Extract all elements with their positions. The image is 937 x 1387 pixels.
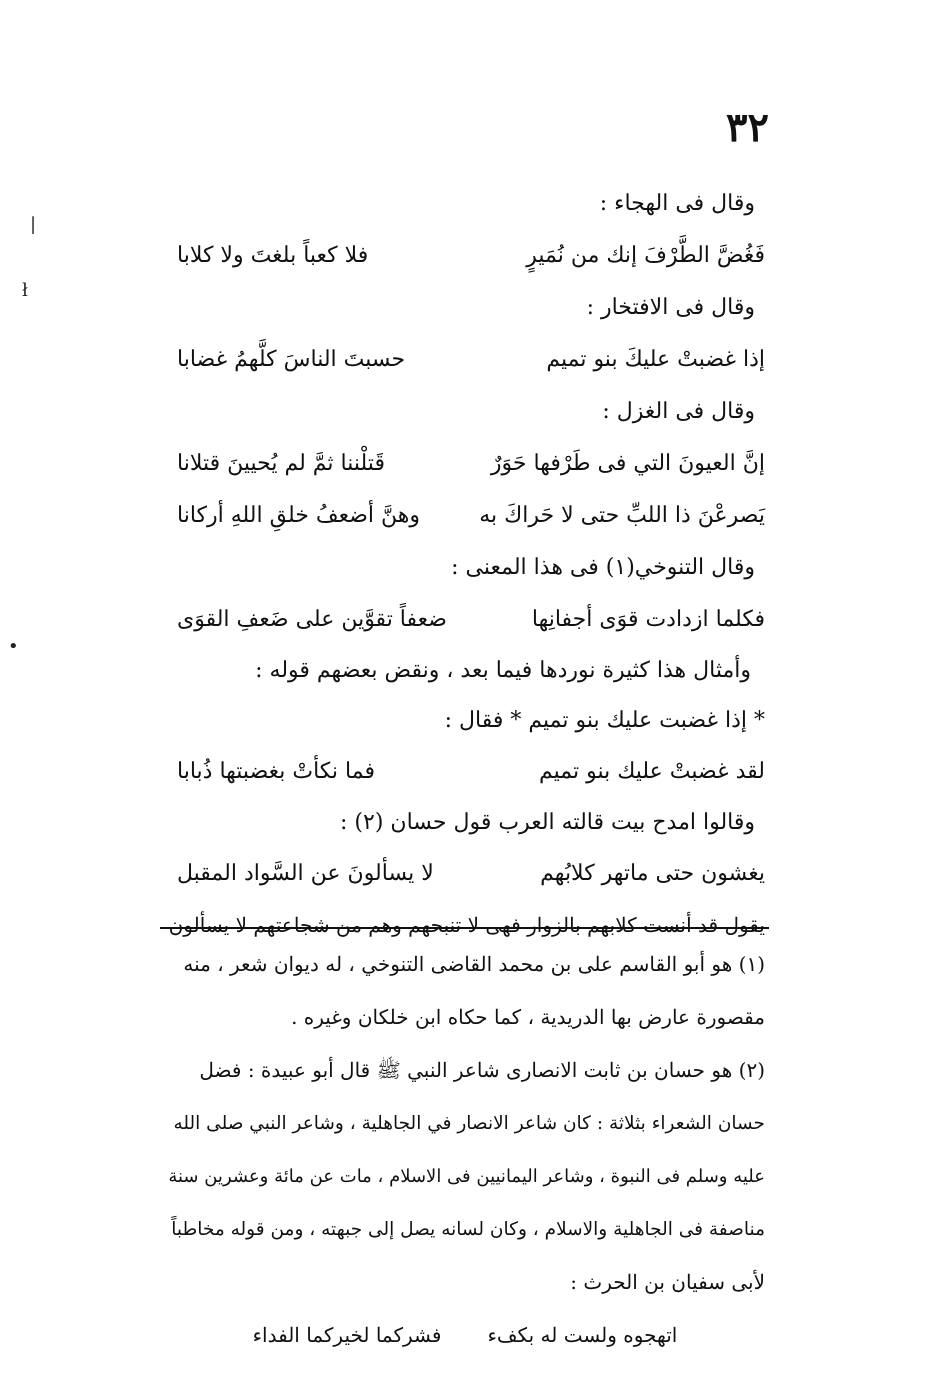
verse-hemistich-second: لا يسألونَ عن السَّواد المقبل — [177, 861, 434, 886]
verse-line — [165, 594, 765, 646]
footnote-line: (١) هو أبو القاسم على بن محمد القاضى التنوخي ، له ديوان شعر ، منه — [183, 952, 765, 976]
footnote-verse-line — [165, 1309, 765, 1362]
footnote-line: مقصورة عارض بها الدريدية ، كما حكاه ابن خلكان وغيره . — [291, 1005, 765, 1029]
margin-mark: • — [8, 636, 19, 657]
verse-hemistich-second: حسبتَ الناسَ كلَّهمُ غضابا — [177, 347, 406, 372]
text-line: وقالوا امدح بيت قالته العرب قول حسان (٢) : — [340, 810, 755, 835]
verse-hemistich-second: ضعفاً تقوَّين على ضَعفِ القوَى — [177, 607, 447, 632]
text-line: وقال فى الافتخار : — [586, 295, 755, 320]
verse-line — [165, 230, 765, 282]
text-line: وأمثال هذا كثيرة نوردها فيما بعد ، ونقض بعضهم قوله : — [255, 658, 751, 683]
verse-hemistich-second: فشركما لخيركما الفداء — [252, 1323, 442, 1347]
margin-mark: | — [30, 214, 37, 235]
verse-line — [165, 334, 765, 386]
verse-line — [165, 438, 765, 490]
verse-line — [165, 848, 765, 900]
verse-hemistich-first: يغشون حتى ماتهر كلابُهم — [540, 861, 765, 886]
verse-hemistich-first: لقد غضبتْ عليك بنو تميم — [538, 759, 765, 784]
main-text — [165, 178, 765, 950]
text-line: وقال التنوخي(١) فى هذا المعنى : — [451, 555, 755, 580]
footnote-line: (٢) هو حسان بن ثابت الانصارى شاعر النبي ﷺ قال أبو عبيدة : فضل — [199, 1058, 765, 1082]
verse-hemistich-first: إنَّ العيونَ التي فى طَرْفها حَوَرٌ — [490, 451, 765, 476]
verse-hemistich-second: فلا كعباً بلغتَ ولا كلابا — [177, 243, 369, 268]
text-line: * إذا غضبت عليك بنو تميم * فقال : — [444, 708, 765, 733]
footnote-line: حسان الشعراء بثلاثة : كان شاعر الانصار في الجاهلية ، وشاعر النبي صلى الله — [173, 1113, 765, 1134]
margin-mark: ł — [22, 280, 28, 301]
verse-line — [165, 746, 765, 798]
footnote-line: لأبى سفيان بن الحرث : — [570, 1270, 765, 1294]
verse-hemistich-second: قَتلْننا ثمَّ لم يُحيينَ قتلانا — [177, 451, 385, 476]
verse-hemistich-first: إذا غضبتْ عليكَ بنو تميم — [546, 347, 765, 372]
verse-line — [165, 490, 765, 542]
verse-hemistich-first: فَغُضَّ الطَّرْفَ إنك من نُمَيرٍ — [526, 243, 765, 268]
verse-hemistich-second: فما نكأتْ بغضبتها ذُبابا — [177, 759, 375, 784]
page-number: ٣٢ — [726, 104, 769, 151]
text-line: يقول قد أنست كلابهم بالزوار فهى لا تنبحهم وهم من شجاعتهم لا يسألون — [168, 913, 765, 937]
verse-hemistich-second: وهنَّ أضعفُ خلقِ اللهِ أركانا — [177, 503, 420, 528]
text-line: وقال فى الغزل : — [602, 399, 755, 424]
verse-hemistich-first: فكلما ازدادت قوَى أجفانِها — [531, 607, 765, 632]
footnote-divider — [160, 927, 769, 929]
text-line: وقال فى الهجاء : — [599, 191, 755, 216]
footnote-line: عليه وسلم فى النبوة ، وشاعر اليمانيين فى الاسلام ، مات عن مائة وعشرين سنة — [168, 1166, 765, 1187]
verse-hemistich-first: يَصرعْنَ ذا اللبِّ حتى لا حَراكَ به — [479, 503, 765, 528]
footnote-line: مناصفة فى الجاهلية والاسلام ، وكان لسانه يصل إلى جبهته ، ومن قوله مخاطباً — [171, 1219, 765, 1240]
verse-hemistich-first: اتهجوه ولست له بكفء — [487, 1323, 678, 1347]
footnotes — [165, 938, 765, 1362]
